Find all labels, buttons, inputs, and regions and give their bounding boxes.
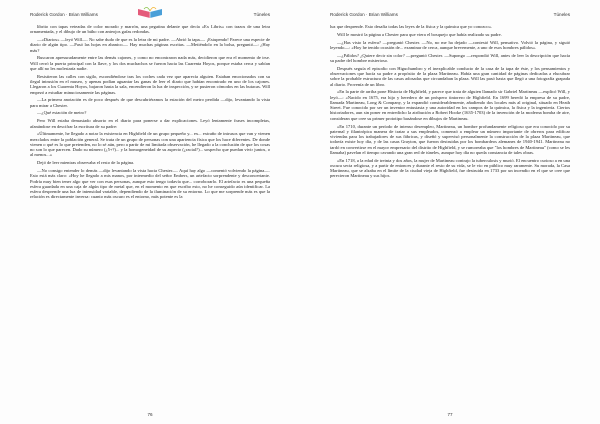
paragraph: Después seguía el episodio con Higuchumbro y el inexplicable conducto de la casa de la tapa de éste, y los pensamientos y observaciones que hacía su padre a propósito de la plaza Martineau. Había una gran cantidad de páginas dedicadas a elucubrar sobre la probable estructura de las casas adosadas que circundaban la plaza. Will las pasó hasta que llegó a una fotografía grapada al diario. Provenía de un libro.: [330, 65, 570, 87]
paragraph: —¿Has visto la esfera? —preguntó Chester. —No, no me ha dejado —contestó Will, pensativo. Volvió la página, y siguió leyendo—: «Hoy he tenido ocasión de... examinar de cerca, aunque brevemente, a uno de esos hombres pálidos».: [330, 39, 570, 50]
page-number-right: 77: [447, 412, 453, 417]
paragraph: Buscaron apresuradamente entre las demás cajones, y como no encontraron nada más, decidieron que era el momento de irse. Will cerró la puerta principal con la llave, y los dos muchachos se fueron hacia las Cuarenta Hoyos, porque estaba cerca y sabían que allí no les molestaría nadie.: [30, 55, 270, 71]
right-page-text: [330, 24, 570, 408]
paragraph: Dejó de leer mientras observaba el resto de la página.: [37, 160, 135, 166]
paragraph: Resistieron las calles con sigilo, escondiéndose tras los coches cada vez que aparecía alguien. Estaban emocionados con su ilegal intrusión en el museo, y apenas podían aguantar las ganas de leer el diario que habían encontrado en uno de los cajones. Llegaron a los Cuarenta Hoyos, bajaron hasta la sala, encendieron la luz de inspección, y se pusieron cómodos en las butacas. Will empezó a estudiar minuciosamente las páginas.: [30, 73, 270, 95]
paragraph: «Últimamente, he llegado a notar la existencia en Highfield de un grupo pequeño y... ex... extraño de intrusos que van y vienen mezclados entre la población general. Se trata de un grupo de personas con una apariencia física que los hace diferentes. De donde vienen o qué es lo que pretenden, no lo sé aún, pero a partir de mi limitada observación, he llegado a la conclusión de que los cosas no son lo que parecen. Dado su número (¿5+?)... y la homogeneidad de su aspecto (¿racial?)... sospecho que puedan vivir juntos, o al menos...»: [30, 131, 270, 158]
paragraph: »En 1718, a la edad de treinta y dos años, la mujer de Martineau contrajo la tuberculosis y murió. El encuentro curioso a en una oscura secta religiosa, y a partir de entonces y durante el resto de su vida, se le vio en público muy raramente. Su morada, la Casa Martineau, que se alzaba en el límite de la ciudad vieja de Highfield, fue destruida en 1733 por un incendio en el que se cree que perecieron Martineau y sus hijos.: [330, 157, 570, 179]
running-header-title: Túneles: [553, 12, 570, 17]
paragraph: —«Diarios» —leyó Will—. No sabe dudo de que es la letra de mi padre. —Abrió la tapa—. ¡Estupendo! Parece una especie de diario de algún tipo. —Pasó las hojas en abanico—. Hay muchas páginas escritas. —Metiéndolo en la bolsa, preguntó—: ¿Hay más?: [30, 37, 270, 53]
paragraph: Pero Will estaba demasiado absorto en el diario para ponerse a dar explicaciones. Leyó lentamente frases incompletas, afanándose en descifrar la escritura de su padre:: [30, 118, 270, 129]
paragraph: Will le mostró la página a Chester para que viera el bosquejo que había realizado su padre.: [337, 31, 502, 37]
paragraph: librito con tapas veteadas de color morado y marrón, una pegatina delante que decía «Ex Libris» con trazos de una letra ornamentada, y el dibujo de un búho con anteojos gafas redondas.: [30, 24, 270, 35]
paragraph: luz que desprende. Esto desafía todas las leyes de la física y la química que yo conozco».: [330, 24, 493, 29]
running-header-authors: Roderick Gordon · Brian Williams: [330, 12, 398, 17]
right-page: [300, 0, 600, 424]
paragraph: —¿Pálidos? ¿Quiere decir sin color? —preguntó Chester. —Supongo —respondió Will, antes de leer la descripción que hacía su padre del hombre misterioso.: [330, 52, 570, 64]
paragraph: —No consigo entender lo demás —dijo levantando la vista hacia Chester—. Aquí hay algo —comentó volviendo la página—. Esto está más claro: «Hoy he llegado a mis manos, por intermedio del señor Embers, un artefacto sorprendente y desconcertante. Podría muy bien tener algo que ver con esas personas, aunque esto tengo todavía que... corroborarlo. El artefacto es una pequeña esfera guardada en una caja de algún tipo de metal que, en el momento en que escribo esto, no he conseguido aún identificar. La esfera desprende una luz de intensidad variable, dependiendo de la iluminación de su entorno. Lo que me sorprende más es que la relación es directamente inversa: cuanto más oscuro es el entorno, más potente es la: [30, 168, 270, 200]
page-number-left: 76: [147, 412, 153, 417]
paragraph: —La primera anotación es de poco después de que descubriéramos la estación del metro perdida —dijo, levantando la vista para mirar a Chester.: [30, 97, 270, 108]
paragraph: —¿Qué estación de metro?: [37, 110, 87, 116]
paragraph: »En 1710, durante un período de intenso desempleo, Martineau, un hombre profundamente religioso que era conocido por su paternal y filantrópica manera de tratar a sus empleados, comenzó a emplear un número importante de obreros para edificar viviendas para los trabajadores de sus fábricas, y diseñó y supervisó personalmente la construcción de la plaza Martineau, que todavía existe hoy día, y de las casas Grayton, que fueron destruidas por los bombardeos alemanes de 1940-1941. Martineau no tardó en convertirse en el mayor empresario del distrito de Highfield, y se rumoreaba que "los hombres de Martineau" (como se les llamaba) pavelan el tiempo cavando una gran red de túneles, aunque hoy día no queda constancia de tales obras.: [330, 123, 570, 155]
open-book-logo-icon: [136, 6, 164, 20]
paragraph: «En la parte de arriba pone Historia de Highfield, y parece que trata de alguien llamado sir Gabriel Martineau —explicó Will, y leyó—: «Nacido en 1675, era hijo y heredero de un próspero tintorero de Highfield. En 1699 heredó la empresa de su padre, llamada Martineau, Long & Company, y la expandió considerablemente, añadiendo dos locales más al original, situado en Heath Street. Fue conocido por ser un inventor entusiasta y una autoridad en los campos de la química, la física y la ingeniería. Ciertos historiadores, aun sin poner en entredicho la atribución a Robert Hooke (1635-1703) de la invención de la moderna bomba de aire, consideran que cree su primer prototipo basándose en dibujos de Martineau.: [330, 89, 570, 121]
running-header-authors: Roderick Gordon · Brian Williams: [30, 12, 98, 17]
left-page-text: [30, 24, 270, 408]
running-header-title: Túneles: [253, 12, 270, 17]
